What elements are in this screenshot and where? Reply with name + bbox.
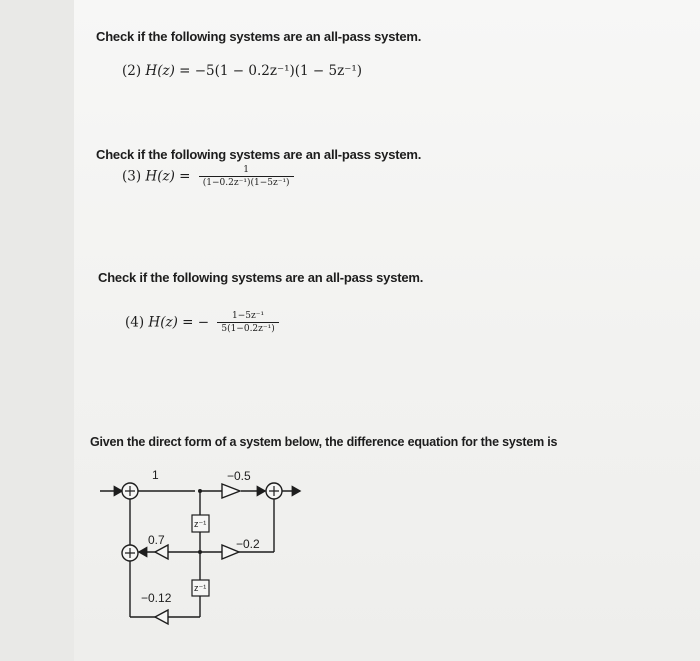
gain-feedforward-2-label: −0.2 [236,537,260,551]
direct-form-prompt: Given the direct form of a system below, the difference equation for the system is [90,435,558,449]
question-2-number: (2) [122,63,142,79]
question-3-numerator: 1 [199,165,294,177]
question-2-lhs: H(z) = [145,63,195,79]
gain-feedback-1-label: 0.7 [148,533,165,547]
gain-feedback-1 [155,545,168,559]
question-3-prompt: Check if the following systems are an all-pass system. [96,147,422,162]
question-3-denominator: (1−0.2z⁻¹)(1−5z⁻¹) [202,178,290,188]
gain-feedback-2 [155,610,168,624]
gain-feedforward-top [222,484,240,498]
question-4-denominator: 5(1−0.2z⁻¹) [221,324,275,334]
question-4-numerator: 1−5z⁻¹ [217,311,278,323]
gain-input-label: 1 [152,468,159,482]
question-4-lhs: H(z) = − [148,314,210,331]
gain-feedback-2-label: −0.12 [141,591,172,605]
question-2-rhs: −5(1 − 0.2z⁻¹)(1 − 5z⁻¹) [194,63,363,79]
question-3-number: (3) [122,168,142,185]
question-2-prompt: Check if the following systems are an all-pass system. [96,29,422,44]
adder-feedback [122,545,138,561]
adder-input [122,483,138,499]
gain-top-label: −0.5 [227,469,251,483]
question-3-lhs: H(z) = [145,168,195,185]
delay-2-label: z⁻¹ [194,583,207,593]
adder-output [266,483,282,499]
question-4-number: (4) [125,314,145,331]
delay-1-label: z⁻¹ [194,519,207,529]
question-4-prompt: Check if the following systems are an all-pass system. [98,270,424,285]
